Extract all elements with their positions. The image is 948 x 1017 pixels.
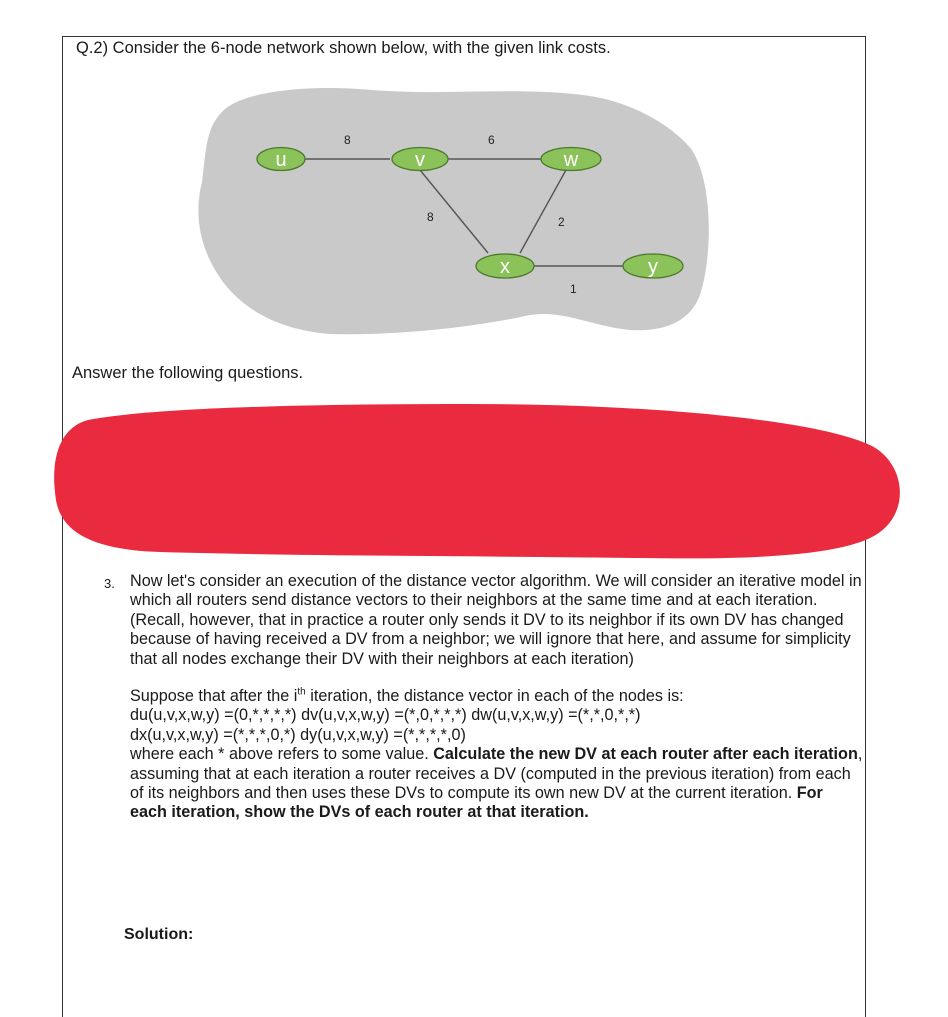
cost-u-v: 8 xyxy=(344,133,351,147)
cost-v-w: 6 xyxy=(488,133,495,147)
solution-label: Solution: xyxy=(124,926,194,943)
router-label-y: y xyxy=(648,256,658,278)
router-label-u: u xyxy=(275,149,287,171)
dv-line-2: dx(u,v,x,w,y) =(*,*,*,0,*) dy(u,v,x,w,y) =(*,*,*,*,0) xyxy=(130,725,466,744)
instruction-text xyxy=(130,745,864,823)
redaction-mark xyxy=(54,404,900,558)
show-bold-text: For each iteration, show the DVs of each router at that iteration. xyxy=(130,784,823,822)
suppose-line xyxy=(130,687,864,706)
router-label-x: x xyxy=(500,256,510,278)
dv-line-1: du(u,v,x,w,y) =(0,*,*,*,*) dv(u,v,x,w,y) =(*,0,*,*,*) dw(u,v,x,w,y) =(*,*,0,*,*) xyxy=(130,706,641,725)
suppose-post: iteration, the distance vector in each of the nodes is: xyxy=(305,687,684,706)
where-text: where each * above refers to some value. xyxy=(130,745,434,764)
question-3-details xyxy=(130,687,864,823)
router-label-v: v xyxy=(415,149,425,171)
suppose-sup: th xyxy=(297,686,306,698)
cost-x-y: 1 xyxy=(570,282,577,296)
question-title: Q.2) Consider the 6-node network shown below, with the given link costs. xyxy=(76,39,611,57)
calc-bold-text: Calculate the new DV at each router after each iteration xyxy=(433,745,858,764)
question-3-number: 3. xyxy=(104,576,115,591)
question-3-intro: Now let's consider an execution of the distance vector algorithm. We will consider an iterative model in which all routers send distance vectors to their neighbors at the same time and at each iteration. (Recall, however, that in practice a router only sends it DV to its neighbor if its own DV has changed because of having received a DV from a neighbor; we will ignore that here, and assume for simplicity that all nodes exchange their DV with their neighbors at each iteration) xyxy=(130,572,862,668)
question-3 xyxy=(104,572,864,823)
router-label-w: w xyxy=(563,149,579,171)
calc-mid-text: , assuming that at each iteration a router receives a DV (computed in the previous iteration) from each of its neighbors and then uses these DVs to compute its own new DV at the current iteration. xyxy=(130,745,863,803)
suppose-pre: Suppose that after the i xyxy=(130,687,298,706)
cost-v-x: 8 xyxy=(427,210,434,224)
answer-lead-text: Answer the following questions. xyxy=(72,364,304,382)
cost-w-x: 2 xyxy=(558,215,565,229)
